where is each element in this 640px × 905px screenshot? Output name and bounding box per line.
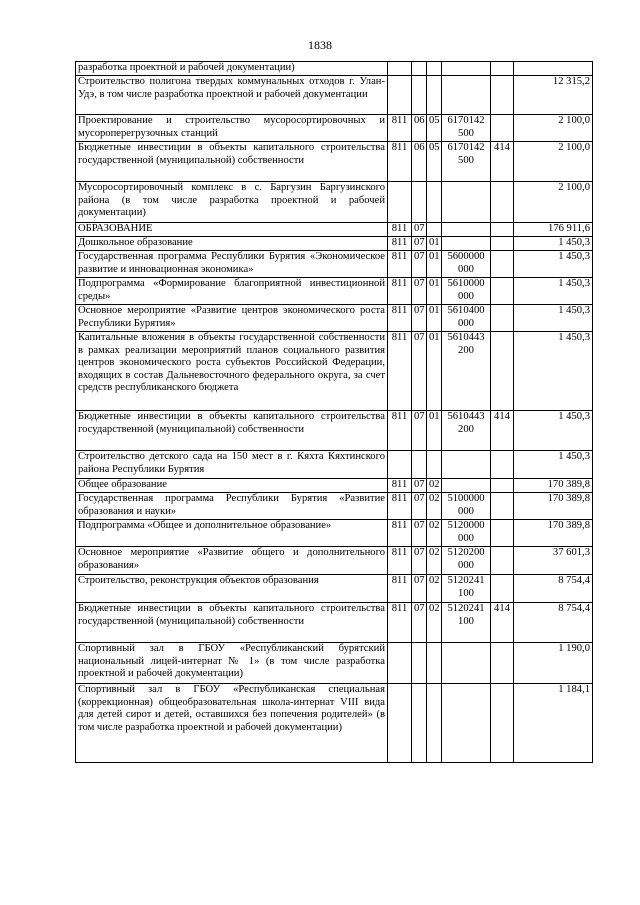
section-code: 07 [412,547,427,575]
target-code [442,684,491,763]
ministry-code: 811 [388,237,412,251]
row-name: Государственная программа Республики Бурятия «Развитие образования и науки» [76,493,388,520]
section-code: 07 [412,237,427,251]
subsection-code: 01 [427,332,442,411]
amount: 1 450,3 [514,451,593,479]
target-code [442,62,491,76]
ministry-code [388,62,412,76]
subsection-code [427,182,442,223]
ministry-code [388,451,412,479]
ministry-code: 811 [388,479,412,493]
amount: 1 450,3 [514,305,593,332]
table-row [76,520,593,547]
section-code: 07 [412,520,427,547]
subsection-code: 02 [427,479,442,493]
table-row [76,223,593,237]
subsection-code: 02 [427,575,442,603]
subsection-code [427,76,442,115]
subsection-code: 05 [427,115,442,142]
section-code [412,643,427,684]
subsection-code: 01 [427,305,442,332]
table-row [76,332,593,411]
expense-type-code [491,251,514,278]
subsection-code: 01 [427,251,442,278]
amount: 2 100,0 [514,182,593,223]
section-code: 07 [412,332,427,411]
table-row [76,411,593,451]
section-code: 07 [412,411,427,451]
row-name: Мусоросортировочный комплекс в с. Баргузин Баргузинского района (в том числе разработка проектной и рабочей документации) [76,182,388,223]
target-code [442,182,491,223]
amount: 1 184,1 [514,684,593,763]
target-code [442,479,491,493]
expense-type-code [491,182,514,223]
section-code: 07 [412,603,427,643]
amount [514,62,593,76]
target-code [442,237,491,251]
budget-table-body [76,62,593,763]
ministry-code: 811 [388,278,412,305]
row-name: Подпрограмма «Общее и дополнительное образование» [76,520,388,547]
table-row [76,493,593,520]
expense-type-code [491,223,514,237]
amount: 1 450,3 [514,251,593,278]
section-code: 07 [412,305,427,332]
expense-type-code [491,547,514,575]
row-name: Государственная программа Республики Бурятия «Экономическое развитие и инновационная экономика» [76,251,388,278]
target-code: 5610400 000 [442,305,491,332]
table-row [76,76,593,115]
expense-type-code [491,493,514,520]
row-name: разработка проектной и рабочей документации) [76,62,388,76]
row-name: Дошкольное образование [76,237,388,251]
table-row [76,62,593,76]
table-row [76,684,593,763]
subsection-code: 02 [427,493,442,520]
expense-type-code [491,237,514,251]
section-code: 07 [412,251,427,278]
table-row [76,305,593,332]
row-name: Подпрограмма «Формирование благоприятной инвестиционной среды» [76,278,388,305]
ministry-code [388,643,412,684]
amount: 170 389,8 [514,520,593,547]
ministry-code: 811 [388,520,412,547]
amount: 170 389,8 [514,493,593,520]
subsection-code: 02 [427,547,442,575]
amount: 1 450,3 [514,411,593,451]
ministry-code: 811 [388,547,412,575]
table-row [76,479,593,493]
section-code [412,182,427,223]
target-code: 5610000 000 [442,278,491,305]
row-name: Спортивный зал в ГБОУ «Республиканский бурятский национальный лицей-интернат № 1» (в том числе разработка проектной и рабочей документации) [76,643,388,684]
subsection-code [427,684,442,763]
budget-table [75,61,593,763]
ministry-code: 811 [388,115,412,142]
ministry-code: 811 [388,251,412,278]
subsection-code: 01 [427,237,442,251]
expense-type-code [491,643,514,684]
subsection-code [427,451,442,479]
section-code: 06 [412,115,427,142]
page-number: 1838 [308,38,332,52]
subsection-code: 05 [427,142,442,182]
target-code [442,643,491,684]
section-code: 07 [412,278,427,305]
section-code: 07 [412,493,427,520]
table-row [76,575,593,603]
row-name: Капитальные вложения в объекты государственной собственности в рамках реализации мероприятий планов социального развития центров экономического роста субъектов Российской Федерации, входящих в состав Дальневосточного федерального округа, за счет средств республиканского бюджета [76,332,388,411]
target-code: 5120241 100 [442,575,491,603]
section-code: 07 [412,223,427,237]
table-row [76,142,593,182]
expense-type-code [491,115,514,142]
expense-type-code [491,76,514,115]
section-code [412,62,427,76]
table-row [76,237,593,251]
amount: 1 190,0 [514,643,593,684]
subsection-code: 01 [427,411,442,451]
ministry-code: 811 [388,493,412,520]
amount: 2 100,0 [514,142,593,182]
section-code: 07 [412,479,427,493]
target-code: 5120000 000 [442,520,491,547]
amount: 1 450,3 [514,237,593,251]
row-name: Общее образование [76,479,388,493]
table-row [76,451,593,479]
amount: 1 450,3 [514,278,593,305]
expense-type-code [491,278,514,305]
expense-type-code [491,575,514,603]
expense-type-code [491,62,514,76]
target-code: 5120200 000 [442,547,491,575]
amount: 170 389,8 [514,479,593,493]
subsection-code [427,643,442,684]
table-row [76,251,593,278]
target-code [442,223,491,237]
row-name: Бюджетные инвестиции в объекты капитального строительства государственной (муниципальной) собственности [76,603,388,643]
table-row [76,603,593,643]
section-code: 07 [412,575,427,603]
ministry-code: 811 [388,575,412,603]
expense-type-code: 414 [491,411,514,451]
row-name: Строительство полигона твердых коммунальных отходов г. Улан-Удэ, в том числе разработка проектной и рабочей документации [76,76,388,115]
row-name: Спортивный зал в ГБОУ «Республиканская специальная (коррекционная) общеобразовательная школа-интернат VIII вида для детей сирот и детей, оставшихся без попечения родителей» (в том числе разработка проектной и рабочей документации) [76,684,388,763]
row-name: Бюджетные инвестиции в объекты капитального строительства государственной (муниципальной) собственности [76,142,388,182]
expense-type-code [491,520,514,547]
ministry-code [388,684,412,763]
ministry-code: 811 [388,603,412,643]
expense-type-code [491,451,514,479]
row-name: Бюджетные инвестиции в объекты капитального строительства государственной (муниципальной) собственности [76,411,388,451]
expense-type-code [491,332,514,411]
table-row [76,278,593,305]
row-name: Строительство, реконструкция объектов образования [76,575,388,603]
ministry-code [388,76,412,115]
amount: 8 754,4 [514,575,593,603]
expense-type-code [491,479,514,493]
amount: 37 601,3 [514,547,593,575]
row-name: ОБРАЗОВАНИЕ [76,223,388,237]
subsection-code: 01 [427,278,442,305]
row-name: Проектирование и строительство мусоросортировочных и мусороперегрузочных станций [76,115,388,142]
target-code: 5100000 000 [442,493,491,520]
section-code [412,684,427,763]
amount: 176 911,6 [514,223,593,237]
subsection-code: 02 [427,603,442,643]
expense-type-code [491,305,514,332]
amount: 2 100,0 [514,115,593,142]
amount: 12 315,2 [514,76,593,115]
expense-type-code: 414 [491,603,514,643]
ministry-code: 811 [388,411,412,451]
target-code: 5600000 000 [442,251,491,278]
target-code [442,451,491,479]
ministry-code: 811 [388,223,412,237]
subsection-code [427,62,442,76]
section-code [412,451,427,479]
target-code: 5610443 200 [442,411,491,451]
ministry-code [388,182,412,223]
table-row [76,643,593,684]
row-name: Основное мероприятие «Развитие общего и дополнительного образования» [76,547,388,575]
subsection-code: 02 [427,520,442,547]
expense-type-code [491,684,514,763]
target-code: 5610443 200 [442,332,491,411]
table-row [76,547,593,575]
target-code [442,76,491,115]
ministry-code: 811 [388,142,412,182]
section-code [412,76,427,115]
expense-type-code: 414 [491,142,514,182]
target-code: 6170142 500 [442,142,491,182]
target-code: 6170142 500 [442,115,491,142]
ministry-code: 811 [388,332,412,411]
subsection-code [427,223,442,237]
amount: 8 754,4 [514,603,593,643]
row-name: Основное мероприятие «Развитие центров экономического роста Республики Бурятия» [76,305,388,332]
ministry-code: 811 [388,305,412,332]
target-code: 5120241 100 [442,603,491,643]
table-row [76,115,593,142]
table-row [76,182,593,223]
row-name: Строительство детского сада на 150 мест в г. Кяхта Кяхтинского района Республики Бурятия [76,451,388,479]
amount: 1 450,3 [514,332,593,411]
section-code: 06 [412,142,427,182]
